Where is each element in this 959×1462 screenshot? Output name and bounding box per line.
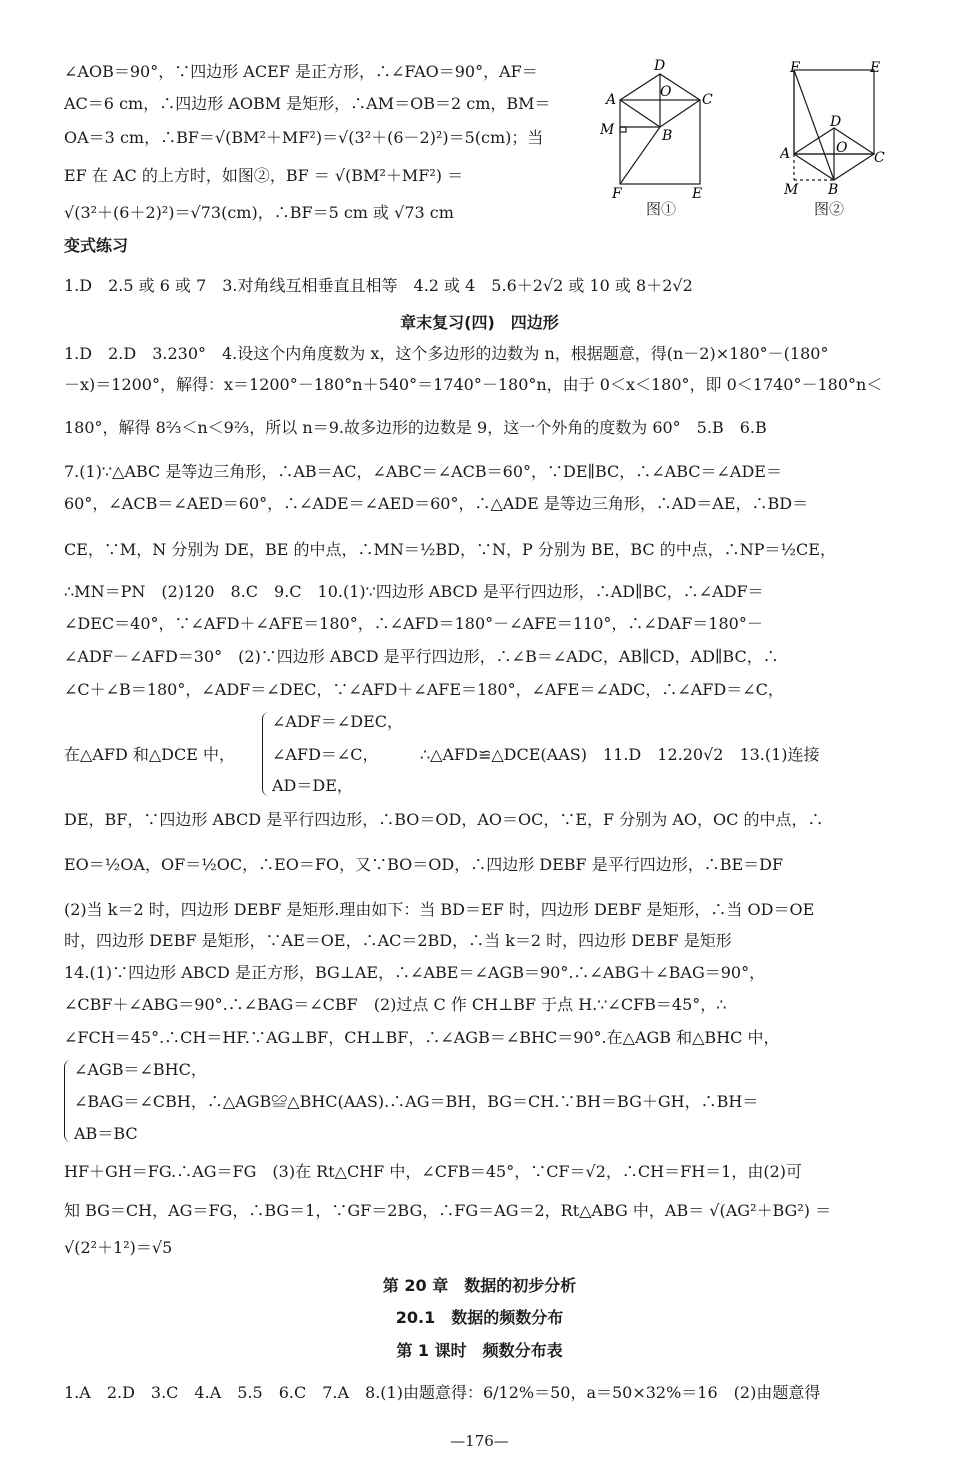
text-line: √(3²＋(6＋2)²)＝√73(cm)，∴BF＝5 cm 或 √73 cm xyxy=(64,203,454,222)
label-F: F xyxy=(790,60,800,76)
chapter-title: 第 20 章 数据的初步分析 xyxy=(382,1276,577,1295)
brace xyxy=(262,712,269,796)
label-E: E xyxy=(692,186,703,202)
chapter-review-title: 章末复习(四) 四边形 xyxy=(400,313,559,332)
text-line: HF＋GH＝FG.∴AG＝FG (3)在 Rt△CHF 中，∠CFB＝45°，∵CF＝√2，∴CH＝FH＝1，由(2)可 xyxy=(64,1162,803,1181)
text-line: 知 BG＝CH，AG＝FG，∴BG＝1，∵GF＝2BG，∴FG＝AG＝2，Rt△ABG 中，AB＝ √(AG²＋BG²) ＝ xyxy=(64,1201,832,1220)
answer-line: 1.A 2.D 3.C 4.A 5.5 6.C 7.A 8.(1)由题意得：6/12%＝50，a＝50×32%＝16 (2)由题意得 xyxy=(64,1383,821,1402)
text-line: CE，∵M，N 分别为 DE，BE 的中点，∴MN＝½BD，∵N，P 分别为 BE，BC 的中点，∴NP＝½CE， xyxy=(64,540,836,559)
text-line: ∴MN＝PN (2)120 8.C 9.C 10.(1)∵四边形 ABCD 是平行四边形，∴AD∥BC，∴∠ADF＝ xyxy=(64,582,764,601)
text-line: 7.(1)∵△ABC 是等边三角形，∴AB＝AC，∠ABC＝∠ACB＝60°，∵DE∥BC，∴∠ABC＝∠ADE＝ xyxy=(64,462,782,481)
text-line: －x)＝1200°，解得：x＝1200°－180°n＋540°＝1740°－180°n，由于 0＜x＜180°，即 0＜1740°－180°n＜ xyxy=(64,375,883,394)
label-C: C xyxy=(702,92,713,108)
text-line: DE，BF，∵四边形 ABCD 是平行四边形，∴BO＝OD，AO＝OC，∵E，F 分别为 AO，OC 的中点，∴ xyxy=(64,810,824,829)
system-row: ∠AGB＝∠BHC， xyxy=(74,1060,207,1079)
brace xyxy=(64,1060,71,1142)
label-M: M xyxy=(784,182,799,198)
system-prefix: 在△AFD 和△DCE 中， xyxy=(64,745,236,764)
text-line: 1.D 2.D 3.230° 4.设这个内角度数为 x，这个多边形的边数为 n，根据题意，得(n－2)×180°－(180° xyxy=(64,344,829,363)
system-row: ∠AFD＝∠C， xyxy=(272,745,379,764)
label-D: D xyxy=(654,58,666,74)
system-row: AD＝DE， xyxy=(272,776,353,795)
section-title: 20.1 数据的频数分布 xyxy=(395,1308,564,1327)
text-line: ∠CBF＋∠ABG＝90°.∴∠BAG＝∠CBF (2)过点 C 作 CH⊥BF 于点 H.∵∠CFB＝45°，∴ xyxy=(64,995,727,1014)
figure-1-caption: 图① xyxy=(646,200,677,218)
label-E: E xyxy=(870,60,881,76)
lesson-title: 第 1 课时 频数分布表 xyxy=(396,1341,563,1360)
label-M: M xyxy=(600,122,615,138)
text-line: √(2²＋1²)＝√5 xyxy=(64,1238,173,1257)
text-line: ∠C＋∠B＝180°，∠ADF＝∠DEC，∵∠AFD＋∠AFE＝180°，∠AFE＝∠ADC，∴∠AFD＝∠C， xyxy=(64,680,784,699)
page-number: —176— xyxy=(450,1432,509,1450)
section-heading: 变式练习 xyxy=(64,236,129,255)
label-B: B xyxy=(828,182,839,198)
figure-2-caption: 图② xyxy=(814,200,845,218)
text-line: EO＝½OA，OF＝½OC，∴EO＝FO，又∵BO＝OD，∴四边形 DEBF 是平行四边形，∴BE＝DF xyxy=(64,855,784,874)
text-line: ∠ADF－∠AFD＝30° (2)∵四边形 ABCD 是平行四边形，∴∠B＝∠ADC，AB∥CD，AD∥BC，∴ xyxy=(64,647,779,666)
answer-line: 1.D 2.5 或 6 或 7 3.对角线互相垂直且相等 4.2 或 4 5.6＋2√2 或 10 或 8＋2√2 xyxy=(64,276,693,295)
text-line: ∠FCH＝45°.∴CH＝HF.∵AG⊥BF，CH⊥BF，∴∠AGB＝∠BHC＝90°.在△AGB 和△BHC 中， xyxy=(64,1028,780,1047)
label-A: A xyxy=(780,146,791,162)
text-line: 180°，解得 8⅔＜n＜9⅔，所以 n＝9.故多边形的边数是 9，这一个外角的度数为 60° 5.B 6.B xyxy=(64,418,767,437)
system-row: AB＝BC xyxy=(74,1124,138,1143)
label-B: B xyxy=(662,128,673,144)
text-line: ∠DEC＝40°，∵∠AFD＋∠AFE＝180°，∴∠AFD＝180°－∠AFE＝110°，∴∠DAF＝180°－ xyxy=(64,614,763,633)
text-line: ∠AOB＝90°，∵四边形 ACEF 是正方形，∴∠FAO＝90°，AF＝ xyxy=(64,62,538,81)
text-line: (2)当 k＝2 时，四边形 DEBF 是矩形.理由如下：当 BD＝EF 时，四边形 DEBF 是矩形，∴当 OD＝OE xyxy=(64,900,815,919)
label-O: O xyxy=(836,140,848,156)
text-line: OA＝3 cm，∴BF＝√(BM²＋MF²)＝√(3²＋(6－2)²)＝5(cm)；当 xyxy=(64,128,544,147)
text-line: 60°，∠ACB＝∠AED＝60°，∴∠ADE＝∠AED＝60°，∴△ADE 是等边三角形，∴AD＝AE，∴BD＝ xyxy=(64,494,809,513)
label-O: O xyxy=(660,84,672,100)
system-row: ∠ADF＝∠DEC， xyxy=(272,712,404,731)
system-suffix: ∴△AFD≌△DCE(AAS) 11.D 12.20√2 13.(1)连接 xyxy=(420,745,820,764)
system-row: ∠BAG＝∠CBH，∴△AGB≌△BHC(AAS).∴AG＝BH，BG＝CH.∵BH＝BG＋GH，∴BH＝ xyxy=(74,1092,759,1111)
text-line: EF 在 AC 的上方时，如图②，BF ＝ √(BM²＋MF²) ＝ xyxy=(64,166,464,185)
label-D: D xyxy=(830,114,842,130)
text-line: AC＝6 cm，∴四边形 AOBM 是矩形，∴AM＝OB＝2 cm，BM＝ xyxy=(64,94,551,113)
text-line: 14.(1)∵四边形 ABCD 是正方形，BG⊥AE，∴∠ABE＝∠AGB＝90°.∴∠ABG＋∠BAG＝90°， xyxy=(64,963,766,982)
label-A: A xyxy=(606,92,617,108)
figure-2 xyxy=(780,58,890,203)
label-C: C xyxy=(874,150,885,166)
label-F: F xyxy=(612,186,622,202)
text-line: 时，四边形 DEBF 是矩形，∵AE＝OE，∴AC＝2BD，∴当 k＝2 时，四边形 DEBF 是矩形 xyxy=(64,931,732,950)
